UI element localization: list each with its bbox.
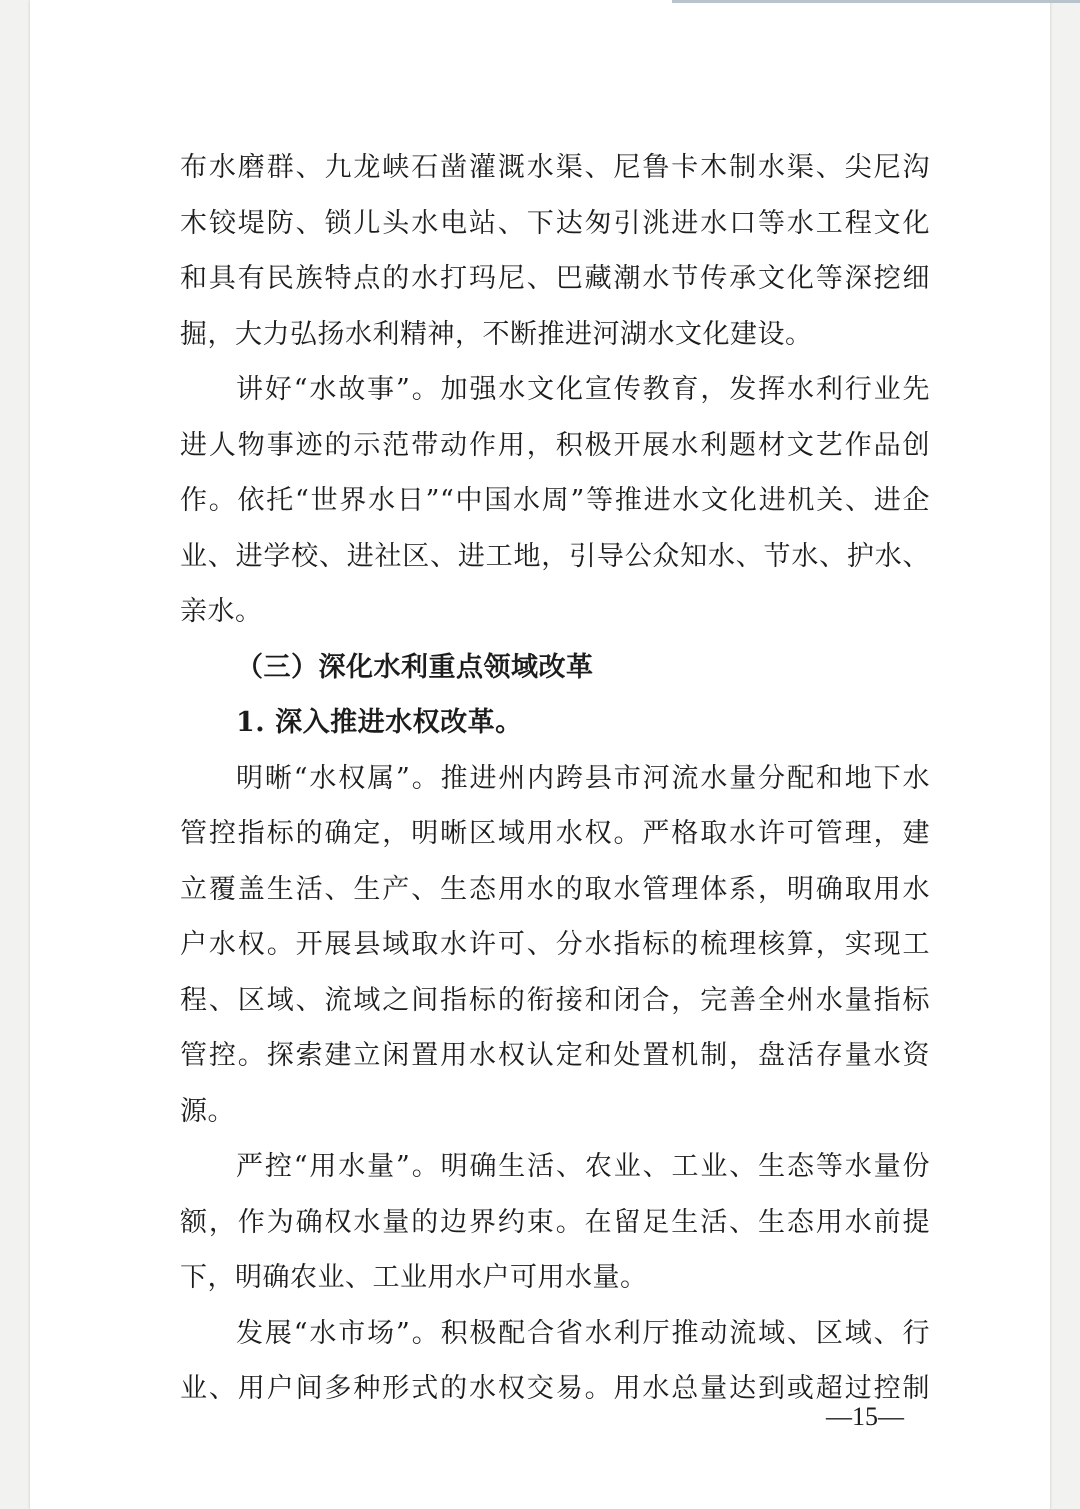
text-line: 管控指标的确定，明晰区域用水权。严格取水许可管理，建 [180, 818, 930, 849]
paragraph-start: 严控“用水量”。明确生活、农业、工业、生态等水量份 [236, 1151, 930, 1182]
scan-edge-strip [672, 0, 1080, 3]
paragraph-start: 发展“水市场”。积极配合省水利厅推动流域、区域、行 [236, 1317, 930, 1349]
text-line: 和具有民族特点的水打玛尼、巴藏潮水节传承文化等深挖细 [180, 263, 930, 294]
text-line: 户水权。开展县域取水许可、分水指标的梳理核算，实现工 [180, 929, 930, 960]
section-heading: （三）深化水利重点领域改革 [236, 651, 594, 683]
page-body [180, 140, 930, 1417]
text-line: 额，作为确权水量的边界约束。在留足生活、生态用水前提 [180, 1206, 930, 1238]
text-line: 布水磨群、九龙峡石凿灌溉水渠、尼鲁卡木制水渠、尖尼沟 [180, 152, 930, 183]
page-number: —15— [826, 1402, 904, 1431]
text-line: 立覆盖生活、生产、生态用水的取水管理体系，明确取用水 [180, 873, 930, 905]
paragraph-start: 明晰“水权属”。推进州内跨县市河流水量分配和地下水 [236, 762, 930, 794]
text-line: 木铰堤防、锁儿头水电站、下达匆引洮进水口等水工程文化 [180, 207, 930, 239]
text-line: 作。依托“世界水日”“中国水周”等推进水文化进机关、进企 [180, 485, 930, 516]
text-line: 亲水。 [180, 596, 263, 627]
text-line: 业、用户间多种形式的水权交易。用水总量达到或超过控制 [180, 1373, 930, 1404]
text-line: 管控。探索建立闲置用水权认定和处置机制，盘活存量水资 [180, 1040, 930, 1071]
text-line: 下，明确农业、工业用水户可用水量。 [180, 1262, 648, 1293]
text-line: 源。 [180, 1095, 235, 1127]
text-line: 进人物事迹的示范带动作用，积极开展水利题材文艺作品创 [180, 429, 930, 461]
subsection-heading: 1. 深入推进水权改革。 [236, 707, 523, 738]
text-line: 程、区域、流域之间指标的衔接和闭合，完善全州水量指标 [180, 984, 930, 1016]
text-line: 掘，大力弘扬水利精神，不断推进河湖水文化建设。 [180, 318, 813, 350]
paragraph-start: 讲好“水故事”。加强水文化宣传教育，发挥水利行业先 [236, 374, 930, 405]
text-line: 业、进学校、进社区、进工地，引导公众知水、节水、护水、 [180, 540, 930, 572]
